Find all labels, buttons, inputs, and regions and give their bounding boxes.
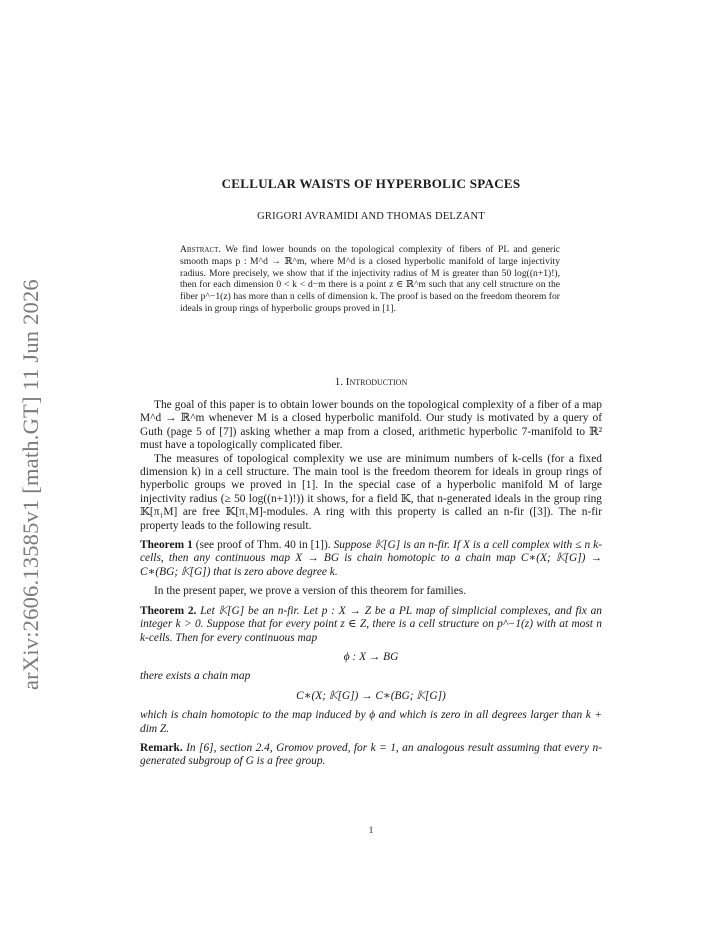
theorem-2-display-2: C∗(X; 𝕂[G]) → C∗(BG; 𝕂[G]) bbox=[296, 689, 446, 702]
section-title: Introduction bbox=[345, 376, 408, 388]
remark-text: In [6], section 2.4, Gromov proved, for k = 1, an analogous result assuming that every n-generated subgroup of G is a free group. bbox=[140, 741, 602, 768]
body-text bbox=[140, 399, 602, 769]
theorem-1-ref: (see proof of Thm. 40 in [1]). bbox=[192, 539, 334, 552]
paragraph-3: In the present paper, we prove a version of this theorem for families. bbox=[154, 585, 467, 598]
paragraph-2: The measures of topological complexity we use are minimum numbers of k-cells (for a fixed dimension k) in a cell structure. The main tool is the freedom theorem for ideals in group rings of hyperbolic groups we proved in [1]. In the special case of a hyperbolic manifold M of large injectivity radius (≥ 50 log((n+1)!)) it shows, for a field 𝕂, that n-generated ideals in the group ring 𝕂[π₁M] are free 𝕂[π₁M]-modules. A ring with this property is called an n-fir ([3]). The n-fir property leads to the following result. bbox=[140, 452, 602, 532]
page-number: 1 bbox=[368, 825, 374, 835]
section-number: 1. bbox=[334, 376, 344, 388]
theorem-2-statement: Let 𝕂[G] be an n-fir. Let p : X → Z be a PL map of simplicial complexes, and fix an integer k > 0. Suppose that for every point z ∈ Z, there is a cell structure on p^−1(z) with at most n k-cells. Then for every continuous map bbox=[140, 604, 603, 644]
arxiv-identifier: arXiv:2606.13585v1 [math.GT] 11 Jun 2026 bbox=[18, 279, 43, 690]
paper-title: CELLULAR WAISTS OF HYPERBOLIC SPACES bbox=[221, 176, 521, 191]
remark-label: Remark. bbox=[140, 741, 183, 754]
theorem-1-label: Theorem 1 bbox=[140, 539, 193, 552]
abstract-text: We find lower bounds on the topological complexity of fibers of PL and generic smooth maps p : M^d → ℝ^m, where M^d is a closed hyperbolic manifold of large injectivity radius. More precisely, we show that if the injectivity radius of M is greater than 50 log((n+1)!), then for each dimension 0 < k < d−m there is a point z ∈ ℝ^m such that any cell structure on the fiber p^−1(z) has more than n cells of dimension k. The proof is based on the freedom theorem for ideals in group rings of hyperbolic groups proved in [1]. bbox=[180, 244, 560, 314]
paper-authors: GRIGORI AVRAMIDI AND THOMAS DELZANT bbox=[257, 211, 485, 222]
theorem-2-middle: there exists a chain map bbox=[140, 670, 251, 683]
theorem-1 bbox=[140, 539, 602, 579]
abstract bbox=[180, 244, 560, 315]
abstract-label: Abstract. bbox=[180, 244, 221, 255]
theorem-2 bbox=[140, 605, 602, 645]
theorem-2-end: which is chain homotopic to the map induced by ϕ and which is zero in all degrees larger than k + dim Z. bbox=[140, 709, 602, 735]
paragraph-1: The goal of this paper is to obtain lower bounds on the topological complexity of a fiber of a map M^d → ℝ^m whenever M is a closed hyperbolic manifold. Our study is motivated by a query of Guth (page 5 of [7]) asking whether a map from a closed, arithmetic hyperbolic 7-manifold to ℝ² must have a topologically complicated fiber. bbox=[140, 399, 602, 452]
theorem-2-display-1: ϕ : X → BG bbox=[343, 650, 399, 663]
section-heading bbox=[140, 376, 602, 388]
theorem-2-label: Theorem 2. bbox=[140, 604, 197, 617]
theorem-1-statement: Suppose 𝕂[G] is an n-fir. If X is a cell complex with ≤ n k-cells, then any continuous map X → BG is chain homotopic to a chain map C∗(X; 𝕂[G]) → C∗(BG; 𝕂[G]) that is zero above degree k. bbox=[140, 539, 603, 578]
paper-page bbox=[140, 0, 602, 932]
remark bbox=[140, 742, 602, 769]
